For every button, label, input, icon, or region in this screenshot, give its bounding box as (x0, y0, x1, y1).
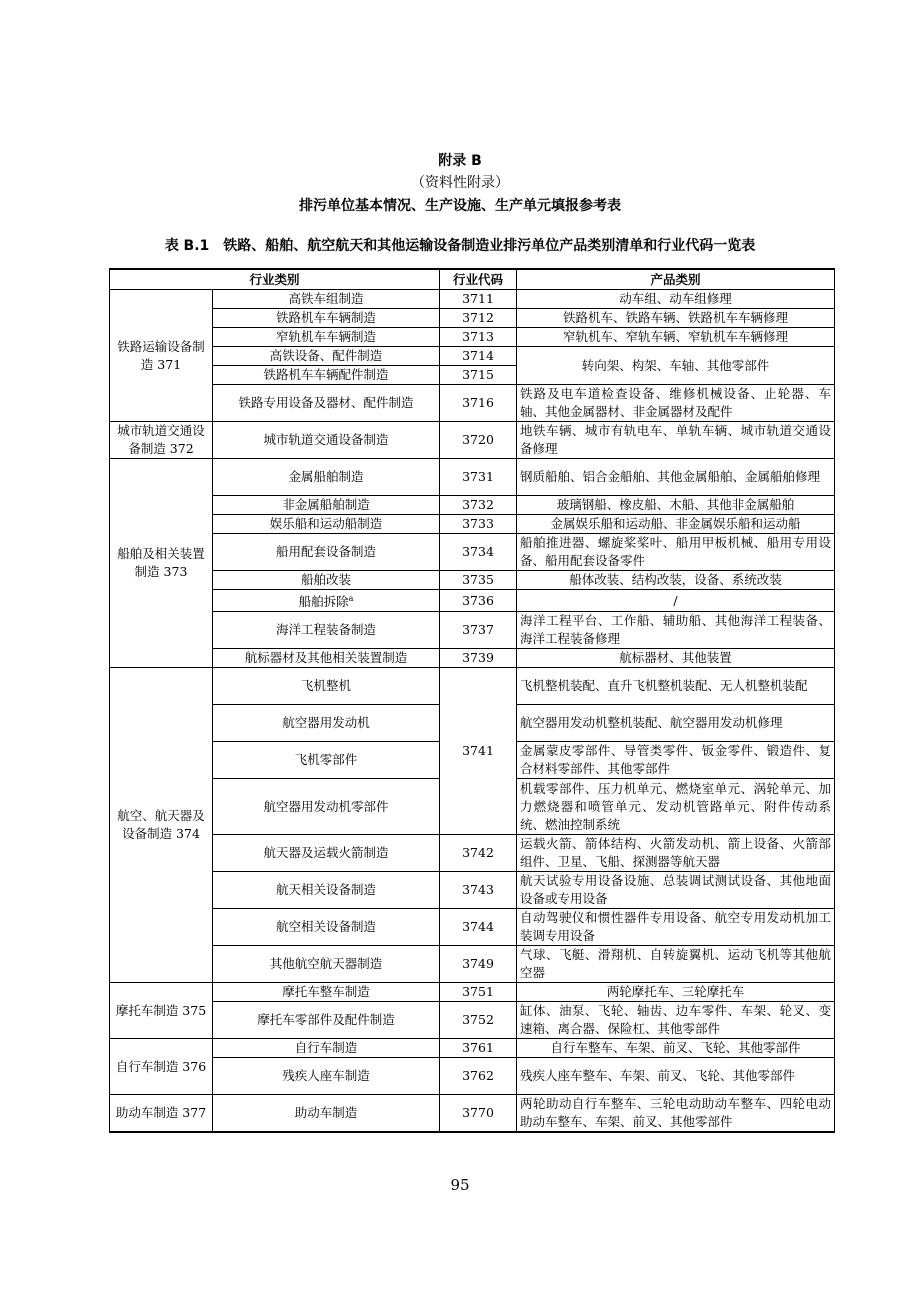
table-row (110, 496, 835, 515)
sub-category: 窄轨机车车辆制造 (213, 328, 440, 347)
group-name: 航空、航天器及设备制造 374 (110, 668, 213, 983)
industry-code: 3736 (440, 590, 517, 612)
appendix-type: （资料性附录） (411, 175, 509, 191)
sub-category: 残疾人座车制造 (213, 1058, 440, 1095)
industry-code: 3752 (440, 1002, 517, 1039)
table-row (110, 649, 835, 668)
sub-category: 航空器用发动机 (213, 705, 440, 742)
sub-category: 自行车制造 (213, 1039, 440, 1058)
product-category: 地铁车辆、城市有轨电车、单轨车辆、城市轨道交通设备修理 (517, 422, 835, 459)
industry-code: 3744 (440, 909, 517, 946)
product-category: 航标器材、其他装置 (517, 649, 835, 668)
sub-category: 船用配套设备制造 (213, 534, 440, 571)
product-category: 残疾人座车整车、车架、前叉、飞轮、其他零部件 (517, 1058, 835, 1095)
table-row (110, 590, 835, 612)
product-category: 金属娱乐船和运动船、非金属娱乐船和运动船 (517, 515, 835, 534)
product-category: 动车组、动车组修理 (517, 290, 835, 309)
industry-code: 3739 (440, 649, 517, 668)
table-row (110, 328, 835, 347)
industry-code: 3714 (440, 347, 517, 366)
table-row (110, 983, 835, 1002)
product-category: 自动驾驶仪和惯性器件专用设备、航空专用发动机加工装调专用设备 (517, 909, 835, 946)
table-row (110, 422, 835, 459)
industry-code: 3731 (440, 459, 517, 496)
sub-category: 海洋工程装备制造 (213, 612, 440, 649)
footnote-marker: a (348, 594, 354, 603)
table-row (110, 946, 835, 983)
product-category: 两轮助动自行车整车、三轮电动助动车整车、四轮电动助动车整车、车架、前叉、其他零部件 (517, 1095, 835, 1133)
product-category: 金属蒙皮零部件、导管类零件、钣金零件、锻造件、复合材料零部件、其他零部件 (517, 742, 835, 779)
product-category: 船舶推进器、螺旋桨桨叶、船用甲板机械、船用专用设备、船用配套设备零件 (517, 534, 835, 571)
product-category: / (517, 590, 835, 612)
table-row (110, 534, 835, 571)
industry-code: 3770 (440, 1095, 517, 1133)
product-category: 铁路机车、铁路车辆、铁路机车车辆修理 (517, 309, 835, 328)
industry-code: 3741 (440, 668, 517, 835)
product-category: 航天试验专用设备设施、总装调试测试设备、其他地面设备或专用设备 (517, 872, 835, 909)
header-industry: 行业类别 (110, 269, 440, 290)
table-row (110, 668, 835, 705)
product-category: 气球、飞艇、滑翔机、自转旋翼机、运动飞机等其他航空器 (517, 946, 835, 983)
group-name: 城市轨道交通设备制造 372 (110, 422, 213, 459)
sub-category: 船舶改装 (213, 571, 440, 590)
table-row (110, 459, 835, 496)
sub-category: 城市轨道交通设备制造 (213, 422, 440, 459)
product-category: 自行车整车、车架、前叉、飞轮、其他零部件 (517, 1039, 835, 1058)
industry-code: 3742 (440, 835, 517, 872)
product-category: 铁路及电车道检查设备、维修机械设备、止轮器、车轴、其他金属器材、非金属器材及配件 (517, 385, 835, 422)
table-row (110, 515, 835, 534)
sub-category: 高铁车组制造 (213, 290, 440, 309)
sub-category: 其他航空航天器制造 (213, 946, 440, 983)
sub-category: 航空器用发动机零部件 (213, 779, 440, 835)
group-name: 助动车制造 377 (110, 1095, 213, 1133)
product-category: 海洋工程平台、工作船、辅助船、其他海洋工程装备、海洋工程装备修理 (517, 612, 835, 649)
table-row (110, 909, 835, 946)
product-category: 钢质船舶、铝合金船舶、其他金属船舶、金属船舶修理 (517, 459, 835, 496)
appendix-title: 排污单位基本情况、生产设施、生产单元填报参考表 (299, 198, 621, 214)
table-row (110, 1058, 835, 1095)
table-row (110, 347, 835, 366)
industry-code: 3749 (440, 946, 517, 983)
industry-code: 3751 (440, 983, 517, 1002)
product-category: 运载火箭、箭体结构、火箭发动机、箭上设备、火箭部组件、卫星、飞船、探测器等航天器 (517, 835, 835, 872)
table-row (110, 835, 835, 872)
industry-code: 3761 (440, 1039, 517, 1058)
industry-code: 3733 (440, 515, 517, 534)
industry-code: 3720 (440, 422, 517, 459)
table-row (110, 385, 835, 422)
sub-category: 助动车制造 (213, 1095, 440, 1133)
table-caption: 表 B.1 铁路、船舶、航空航天和其他运输设备制造业排污单位产品类别清单和行业代码一览表 (164, 238, 756, 254)
table-row (110, 872, 835, 909)
table-row (110, 1039, 835, 1058)
table-row (110, 571, 835, 590)
product-category: 飞机整机装配、直升飞机整机装配、无人机整机装配 (517, 668, 835, 705)
group-name: 自行车制造 376 (110, 1039, 213, 1095)
sub-category: 非金属船舶制造 (213, 496, 440, 515)
table-header-row (110, 269, 835, 290)
product-category: 窄轨机车、窄轨车辆、窄轨机车车辆修理 (517, 328, 835, 347)
sub-category: 航天器及运载火箭制造 (213, 835, 440, 872)
product-category: 船体改装、结构改装，设备、系统改装 (517, 571, 835, 590)
sub-category: 摩托车整车制造 (213, 983, 440, 1002)
product-category: 航空器用发动机整机装配、航空器用发动机修理 (517, 705, 835, 742)
industry-code: 3715 (440, 366, 517, 385)
industry-code: 3711 (440, 290, 517, 309)
industry-code: 3735 (440, 571, 517, 590)
sub-category-text: 船舶拆除 (298, 594, 349, 610)
header-product: 产品类别 (517, 269, 835, 290)
table-row (110, 290, 835, 309)
industry-code: 3732 (440, 496, 517, 515)
sub-category: 金属船舶制造 (213, 459, 440, 496)
sub-category: 高铁设备、配件制造 (213, 347, 440, 366)
industry-code: 3712 (440, 309, 517, 328)
industry-code: 3734 (440, 534, 517, 571)
sub-category: 铁路机车车辆制造 (213, 309, 440, 328)
group-name: 摩托车制造 375 (110, 983, 213, 1039)
sub-category: 飞机零部件 (213, 742, 440, 779)
header-code: 行业代码 (440, 269, 517, 290)
sub-category: 摩托车零部件及配件制造 (213, 1002, 440, 1039)
sub-category (213, 590, 440, 612)
sub-category: 铁路专用设备及器材、配件制造 (213, 385, 440, 422)
table-row (110, 612, 835, 649)
page-number: 95 (450, 1176, 470, 1194)
product-category: 机载零部件、压力机单元、燃烧室单元、涡轮单元、加力燃烧器和喷管单元、发动机管路单元、附件传动系统、燃油控制系统 (517, 779, 835, 835)
heading-block (0, 150, 920, 218)
industry-table (109, 268, 835, 1133)
sub-category: 铁路机车车辆配件制造 (213, 366, 440, 385)
sub-category: 航天相关设备制造 (213, 872, 440, 909)
product-category: 转向架、构架、车轴、其他零部件 (517, 347, 835, 385)
group-name: 铁路运输设备制造 371 (110, 290, 213, 422)
industry-code: 3743 (440, 872, 517, 909)
industry-code: 3737 (440, 612, 517, 649)
sub-category: 飞机整机 (213, 668, 440, 705)
product-category: 玻璃钢船、橡皮船、木船、其他非金属船舶 (517, 496, 835, 515)
sub-category: 娱乐船和运动船制造 (213, 515, 440, 534)
table-row (110, 309, 835, 328)
table-row (110, 1002, 835, 1039)
sub-category: 航空相关设备制造 (213, 909, 440, 946)
product-category: 缸体、油泵、飞轮、轴齿、边车零件、车架、轮叉、变速箱、离合器、保险杠、其他零部件 (517, 1002, 835, 1039)
product-category: 两轮摩托车、三轮摩托车 (517, 983, 835, 1002)
table-row (110, 1095, 835, 1133)
appendix-label: 附录 B (438, 153, 482, 169)
industry-code: 3716 (440, 385, 517, 422)
industry-code: 3713 (440, 328, 517, 347)
sub-category: 航标器材及其他相关装置制造 (213, 649, 440, 668)
industry-code: 3762 (440, 1058, 517, 1095)
group-name: 船舶及相关装置制造 373 (110, 459, 213, 668)
